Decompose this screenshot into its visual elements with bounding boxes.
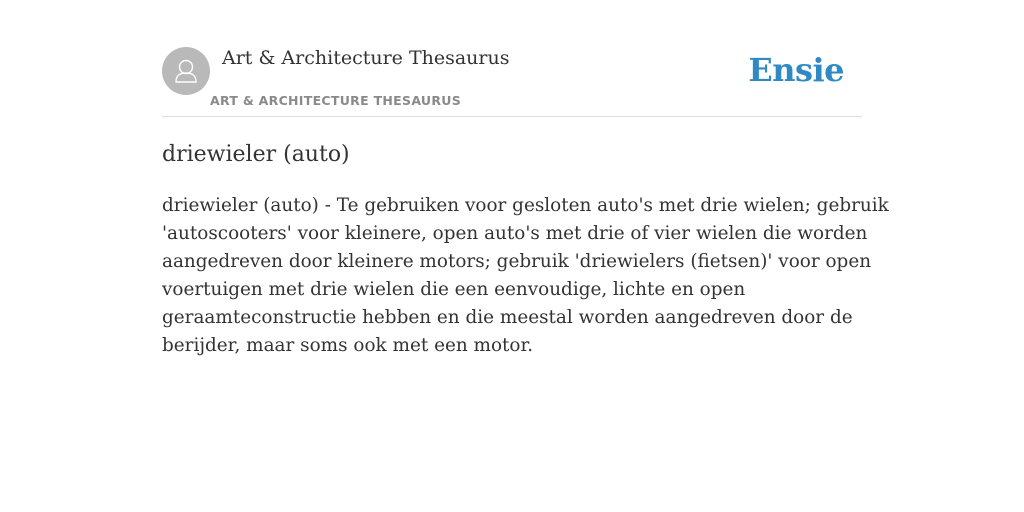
definition-line: geraamteconstructie hebben en die meestal worden aangedreven door de	[162, 307, 853, 328]
definition-line: berijder, maar soms ook met een motor.	[162, 335, 534, 356]
definition-line: 'autoscooters' voor kleinere, open auto's met drie of vier wielen die worden	[162, 223, 868, 244]
definition-line: driewieler (auto) - Te gebruiken voor gesloten auto's met drie wielen; gebruik	[162, 195, 889, 216]
entry-definition	[162, 192, 889, 360]
source-subtitle[interactable]: ART & ARCHITECTURE THESAURUS	[210, 93, 462, 108]
definition-line: aangedreven door kleinere motors; gebruik 'driewielers (fietsen)' voor open	[162, 251, 872, 272]
definition-line: voertuigen met drie wielen die een eenvoudige, lichte en open	[162, 279, 746, 300]
avatar[interactable]	[162, 47, 210, 95]
header	[162, 0, 862, 117]
user-icon	[162, 47, 210, 95]
brand-logo[interactable]: Ensie	[748, 51, 844, 89]
entry-term: driewieler (auto)	[162, 142, 350, 167]
source-title[interactable]: Art & Architecture Thesaurus	[222, 47, 510, 69]
